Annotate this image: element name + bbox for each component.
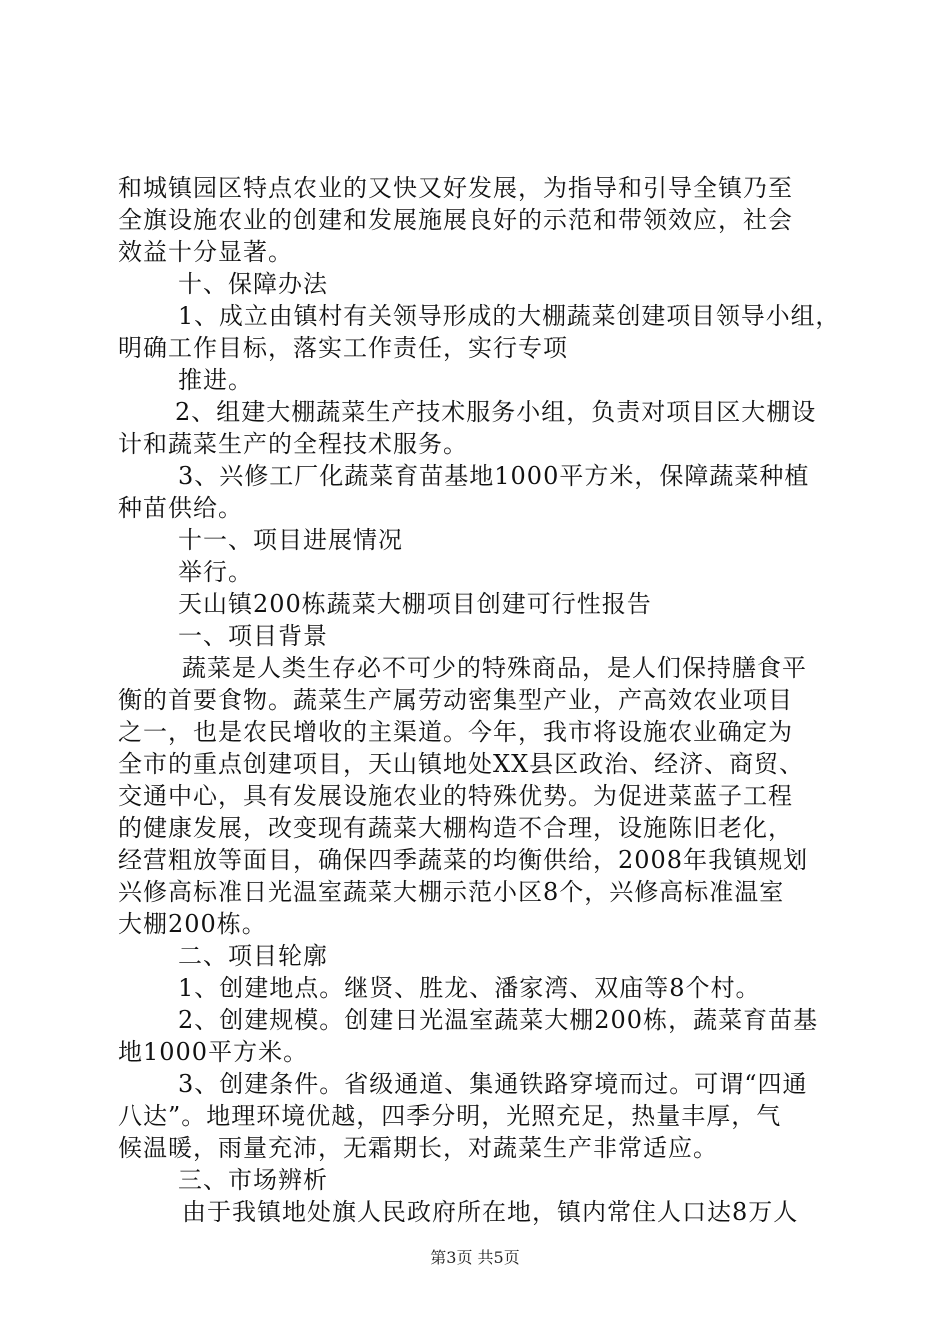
text-line: 全旗设施农业的创建和发展施展良好的示范和带领效应，社会 xyxy=(118,206,793,234)
text-line: 经营粗放等面目，确保四季蔬菜的均衡供给，2008年我镇规划 xyxy=(118,846,809,874)
section-heading: 一、项目背景 xyxy=(178,622,328,650)
text-line: 计和蔬菜生产的全程技术服务。 xyxy=(118,430,468,458)
text-line: 明确工作目标，落实工作责任，实行专项 xyxy=(118,334,568,362)
report-title: 天山镇200栋蔬菜大棚项目创建可行性报告 xyxy=(178,590,652,618)
text-line: 全市的重点创建项目，天山镇地处XX县区政治、经济、商贸、 xyxy=(118,750,805,778)
text-line: 推进。 xyxy=(178,366,253,394)
page-number-footer: 第3页 共5页 xyxy=(430,1248,520,1267)
text-line: 兴修高标准日光温室蔬菜大棚示范小区8个，兴修高标准温室 xyxy=(118,878,785,906)
text-line: 和城镇园区特点农业的又快又好发展，为指导和引导全镇乃至 xyxy=(118,174,793,202)
text-line: 地1000平方米。 xyxy=(118,1038,309,1066)
text-line: 3、创建条件。省级通道、集通铁路穿境而过。可谓“四通 xyxy=(178,1070,808,1098)
text-line: 八达”。地理环境优越，四季分明，光照充足，热量丰厚，气 xyxy=(118,1102,782,1130)
section-heading: 十、保障办法 xyxy=(178,270,328,298)
section-heading: 十一、项目进展情况 xyxy=(178,526,403,554)
text-line: 由于我镇地处旗人民政府所在地，镇内常住人口达8万人 xyxy=(182,1198,799,1226)
text-line: 2、组建大棚蔬菜生产技术服务小组，负责对项目区大棚设 xyxy=(175,398,817,426)
text-line: 效益十分显著。 xyxy=(118,238,293,266)
section-heading: 三、市场辨析 xyxy=(178,1166,328,1194)
text-line: 种苗供给。 xyxy=(118,494,243,522)
section-heading: 二、项目轮廓 xyxy=(178,942,328,970)
text-line: 1、创建地点。继贤、胜龙、潘家湾、双庙等8个村。 xyxy=(178,974,761,1002)
text-line: 候温暖，雨量充沛，无霜期长，对蔬菜生产非常适应。 xyxy=(118,1134,718,1162)
text-line: 举行。 xyxy=(178,558,253,586)
text-line: 交通中心，具有发展设施农业的特殊优势。为促进菜蓝子工程 xyxy=(118,782,793,810)
text-line: 之一，也是农民增收的主渠道。今年，我市将设施农业确定为 xyxy=(118,718,793,746)
text-line: 2、创建规模。创建日光温室蔬菜大棚200栋，蔬菜育苗基 xyxy=(178,1006,819,1034)
text-line: 衡的首要食物。蔬菜生产属劳动密集型产业，产高效农业项目 xyxy=(118,686,793,714)
text-line: 的健康发展，改变现有蔬菜大棚构造不合理，设施陈旧老化， xyxy=(118,814,793,842)
text-line: 大棚200栋。 xyxy=(118,910,267,938)
text-line: 1、成立由镇村有关领导形成的大棚蔬菜创建项目领导小组， xyxy=(178,302,841,330)
text-line: 蔬菜是人类生存必不可少的特殊商品，是人们保持膳食平 xyxy=(182,654,807,682)
text-line: 3、兴修工厂化蔬菜育苗基地1000平方米，保障蔬菜种植 xyxy=(178,462,810,490)
